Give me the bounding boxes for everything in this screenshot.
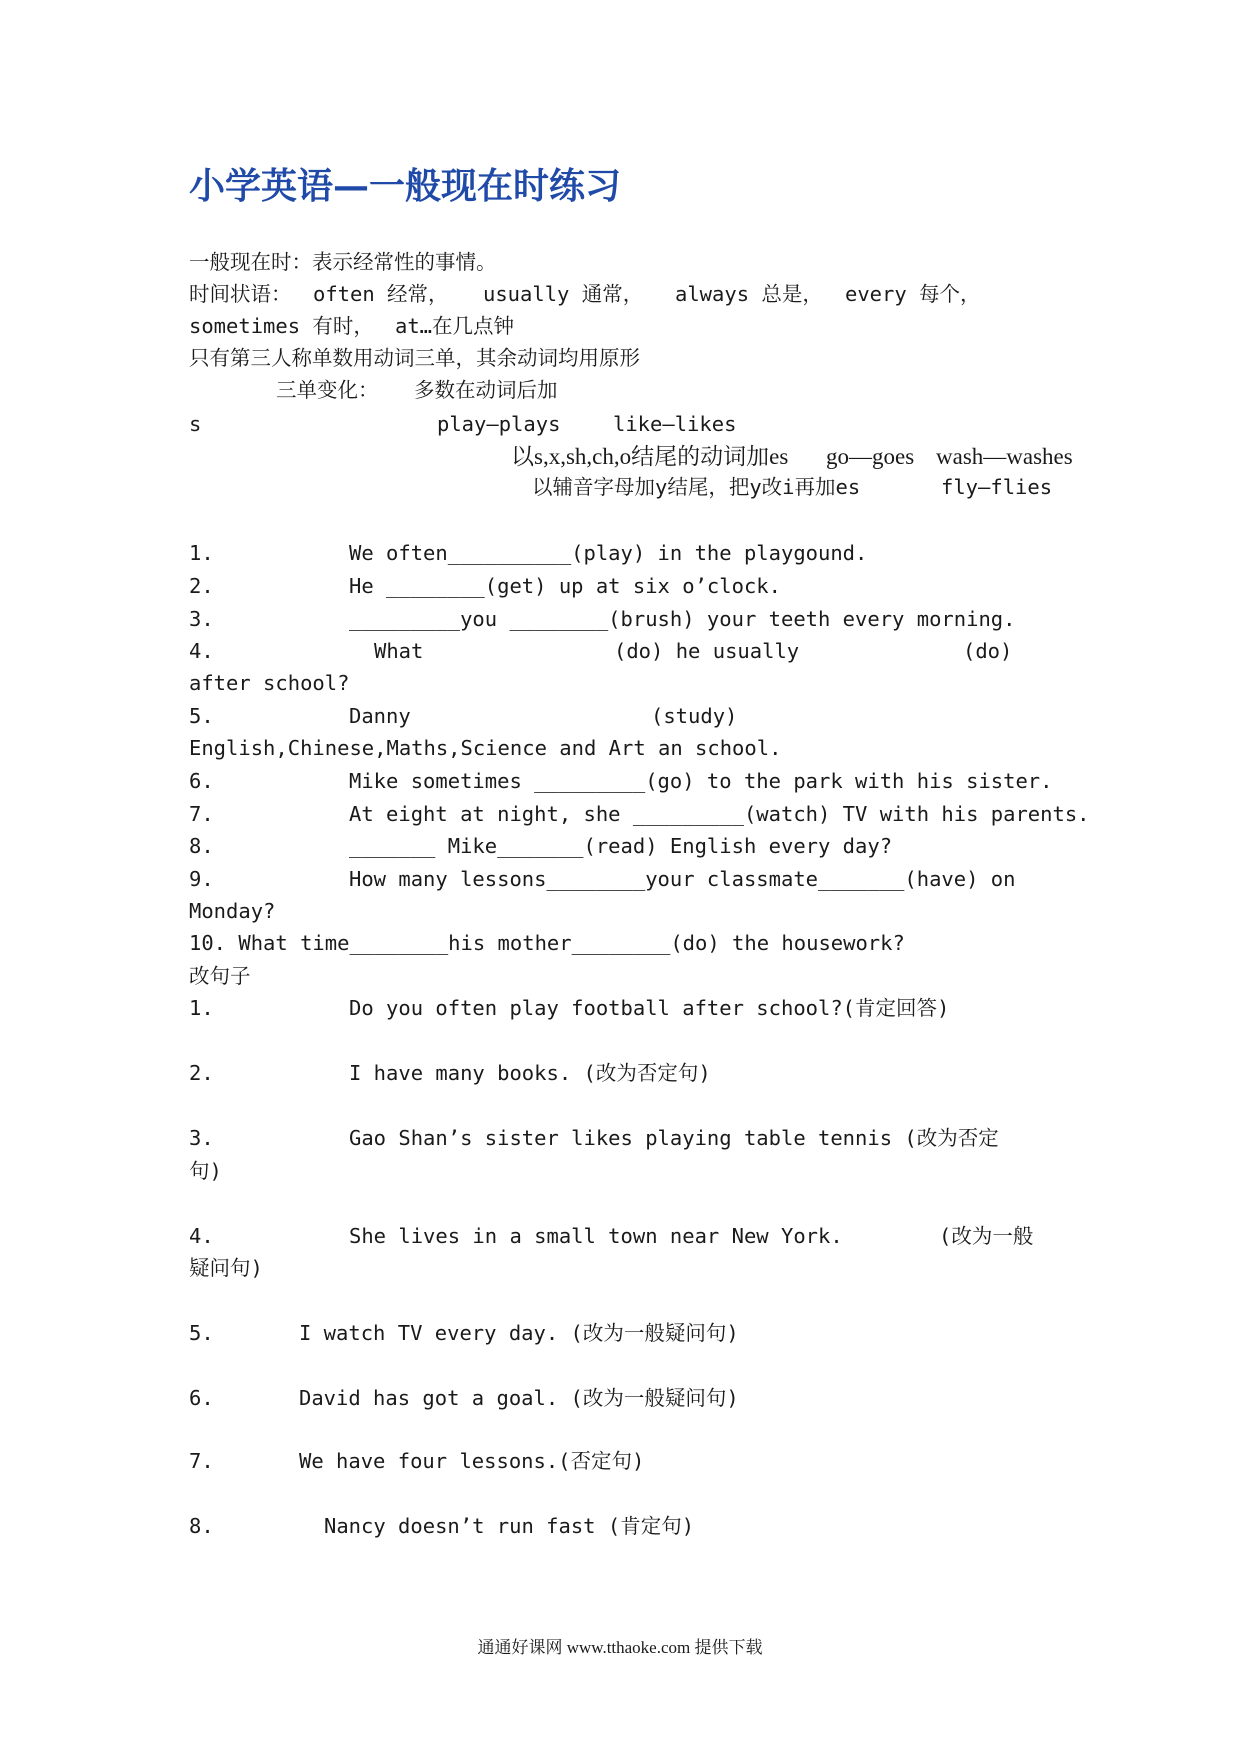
rule-es: 以s,x,sh,ch,o结尾的动词加es xyxy=(511,444,789,469)
question-number: 8. xyxy=(189,834,214,858)
question-number: 1. xyxy=(189,541,214,565)
fill-question-6: Mike sometimes _________(go) to the park with his sister. xyxy=(349,769,1053,793)
time-word-sometimes: sometimes 有时， xyxy=(189,314,374,338)
rewrite-question-4-instruction: (改为一般 xyxy=(939,1224,1034,1248)
time-word-always: always 总是， xyxy=(675,282,823,306)
fill-question-7: At eight at night, she _________(watch) TV with his parents. xyxy=(349,802,1090,826)
question-number: 5. xyxy=(189,1321,214,1345)
question-number: 4. xyxy=(189,639,214,663)
fill-question-1: We often__________(play) in the playgound. xyxy=(349,541,868,565)
example-like: like—likes xyxy=(613,412,737,436)
fill-question-5-part-a: Danny xyxy=(349,704,411,728)
question-number: 7. xyxy=(189,1449,214,1473)
time-word-every: every 每个， xyxy=(845,282,981,306)
question-number: 8. xyxy=(189,1514,214,1538)
question-number: 2. xyxy=(189,1061,214,1085)
rewrite-question-7: We have four lessons.(否定句) xyxy=(299,1449,645,1473)
example-wash: wash—washes xyxy=(936,444,1073,469)
rewrite-question-1: Do you often play football after school?(肯定回答) xyxy=(349,996,950,1020)
fill-question-10: 10. What time________his mother________(do) the housework? xyxy=(189,931,905,955)
rewrite-question-3-continued: 句) xyxy=(189,1159,222,1183)
example-go: go—goes xyxy=(826,444,915,469)
question-number: 6. xyxy=(189,1386,214,1410)
rewrite-question-4-continued: 疑问句) xyxy=(189,1256,263,1280)
fill-question-8: _______ Mike_______(read) English every day? xyxy=(349,834,893,858)
fill-question-3: _________you ________(brush) your teeth every morning. xyxy=(349,607,1016,631)
change-label: 三单变化： xyxy=(276,378,379,402)
rewrite-question-8: Nancy doesn’t run fast (肯定句) xyxy=(324,1514,695,1538)
change-most: 多数在动词后加 xyxy=(414,378,558,402)
fill-question-4-part-a: What xyxy=(374,639,424,663)
rewrite-question-6: David has got a goal. (改为一般疑问句) xyxy=(299,1386,739,1410)
example-fly: fly—flies xyxy=(941,475,1053,499)
fill-question-2: He ________(get) up at six o’clock. xyxy=(349,574,781,598)
question-number: 5. xyxy=(189,704,214,728)
page-title: 小学英语—一般现在时练习 xyxy=(189,165,622,207)
time-word-usually: usually 通常， xyxy=(483,282,644,306)
question-number: 4. xyxy=(189,1224,214,1248)
rewrite-question-4: She lives in a small town near New York. xyxy=(349,1224,843,1248)
rewrite-heading: 改句子 xyxy=(189,964,251,988)
question-number: 1. xyxy=(189,996,214,1020)
third-person-rule: 只有第三人称单数用动词三单，其余动词均用原形 xyxy=(189,346,640,370)
time-word-often: often 经常， xyxy=(313,282,449,306)
question-number: 9. xyxy=(189,867,214,891)
fill-question-5-continued: English,Chinese,Maths,Science and Art an school. xyxy=(189,736,782,760)
question-number: 3. xyxy=(189,607,214,631)
question-number: 6. xyxy=(189,769,214,793)
question-number: 2. xyxy=(189,574,214,598)
rewrite-question-5: I watch TV every day. (改为一般疑问句) xyxy=(299,1321,739,1345)
fill-question-5-part-b: (study) xyxy=(651,704,738,728)
fill-question-9-continued: Monday? xyxy=(189,899,276,923)
time-word-at: at…在几点钟 xyxy=(395,314,515,338)
time-words-label: 时间状语： xyxy=(189,282,292,306)
fill-question-9: How many lessons________your classmate_______(have) on xyxy=(349,867,1016,891)
s-letter: s xyxy=(189,412,202,436)
rule-y: 以辅音字母加y结尾，把y改i再加es xyxy=(532,475,861,499)
rewrite-question-2: I have many books. (改为否定句) xyxy=(349,1061,711,1085)
rewrite-question-3: Gao Shan’s sister likes playing table tennis (改为否定 xyxy=(349,1126,999,1150)
question-number: 3. xyxy=(189,1126,214,1150)
page-footer: 通通好课网 www.tthaoke.com 提供下载 xyxy=(477,1638,763,1657)
example-play: play—plays xyxy=(437,412,561,436)
fill-question-4-part-b: (do) he usually xyxy=(614,639,800,663)
fill-question-4-continued: after school? xyxy=(189,671,350,695)
tense-definition: 一般现在时：表示经常性的事情。 xyxy=(189,250,497,274)
question-number: 7. xyxy=(189,802,214,826)
fill-question-4-part-c: (do) xyxy=(963,639,1013,663)
